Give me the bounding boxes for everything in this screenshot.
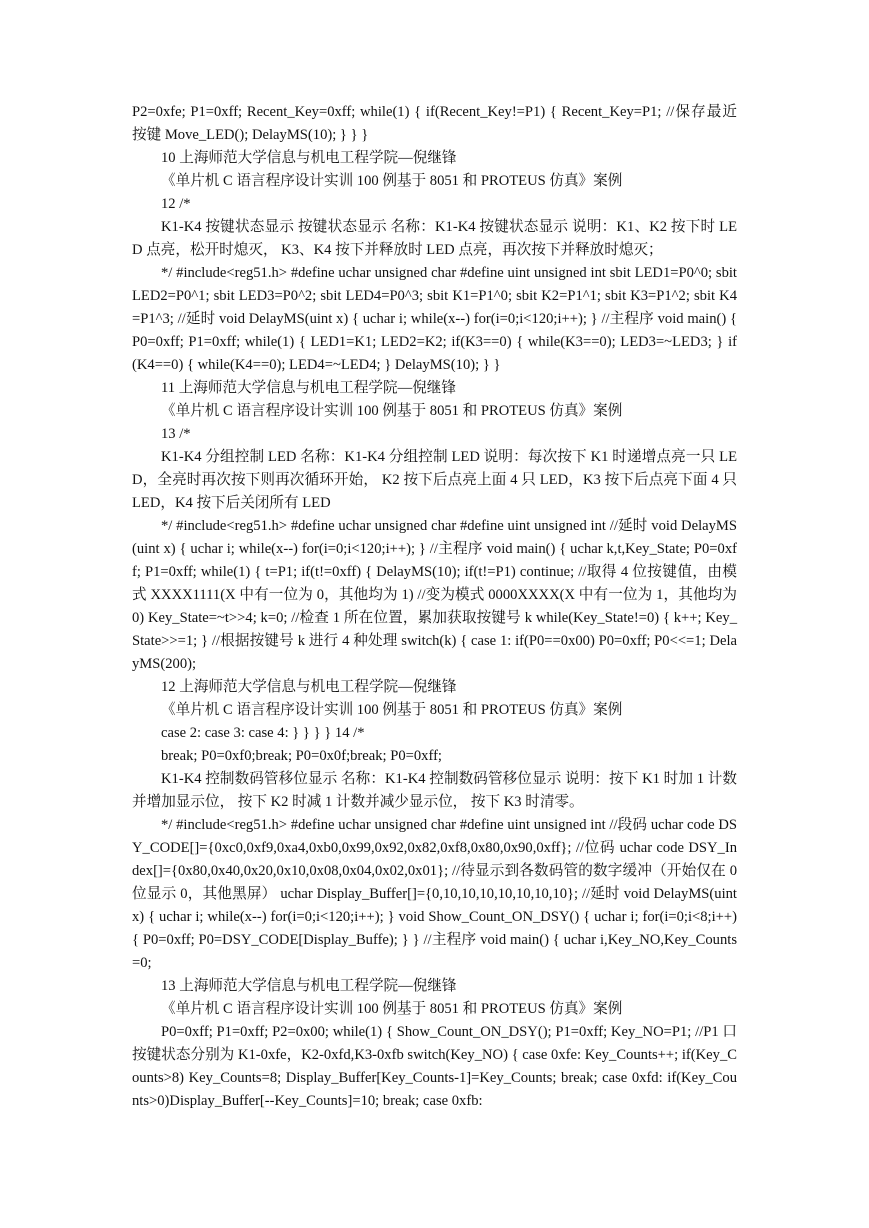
page-footer-line: 11 上海师范大学信息与机电工程学院—倪继锋 — [161, 380, 456, 396]
page-header-line: 《单片机 C 语言程序设计实训 100 例基于 8051 和 PROTEUS 仿真》案例 — [161, 403, 623, 419]
code-paragraph: */ #include<reg51.h> #define uchar unsigned char #define uint unsigned int sbit LED1=P0^0; sbit LED2=P0^1; sbit LED3=P0^2; sbit LED4=P0^3; sbit K1=P1^0; sbit K2=P1^1; sbit K3=P1^2; sbit K4=P1^3; //延时 void DelayMS(uint x) { uchar i; while(x--) for(i=0;i<120;i++); } //主程序 void main() { P0=0xff; P1=0xff; while(1) { LED1=K1; LED2=K2; if(K3==0) { while(K3==0); LED3=~LED3; } if(K4==0) { while(K4==0); LED4=~LED4; } DelayMS(10); } } — [132, 265, 737, 373]
example-number: 13 /* — [161, 426, 191, 442]
code-paragraph: */ #include<reg51.h> #define uchar unsigned char #define uint unsigned int //段码 uchar code DSY_CODE[]={0xc0,0xf9,0xa4,0xb0,0x99,0x92,0x82,0xf8,0x80,0x90,0xff}; //位码 uchar code DSY_Index[]={0x80,0x40,0x20,0x10,0x08,0x04,0x02,0x01}; //待显示到各数码管的数字缓冲（开始仅在 0 位显示 0，其他黑屏） uchar Display_Buffer[]={0,10,10,10,10,10,10,10}; //延时 void DelayMS(uint x) { uchar i; while(x--) for(i=0;i<120;i++); } void Show_Count_ON_DSY() { uchar i; for(i=0;i<8;i++) { P0=0xff; P0=DSY_CODE[Display_Buffe); } } //主程序 void main() { uchar i,Key_NO,Key_Counts=0; — [132, 817, 737, 971]
page-header-line: 《单片机 C 语言程序设计实训 100 例基于 8051 和 PROTEUS 仿真》案例 — [161, 173, 623, 189]
example-description: K1-K4 分组控制 LED 名称：K1-K4 分组控制 LED 说明：每次按下 K1 时递增点亮一只 LED，全亮时再次按下则再次循环开始， K2 按下后点亮上面 4 只 LED，K3 按下后点亮下面 4 只 LED，K4 按下后关闭所有 LED — [132, 449, 737, 511]
code-paragraph: case 2: case 3: case 4: } } } } 14 /* — [161, 725, 365, 741]
example-number: 12 /* — [161, 196, 191, 212]
page-header-line: 《单片机 C 语言程序设计实训 100 例基于 8051 和 PROTEUS 仿真》案例 — [161, 702, 623, 718]
page-footer-line: 10 上海师范大学信息与机电工程学院—倪继锋 — [161, 150, 457, 166]
code-paragraph: */ #include<reg51.h> #define uchar unsigned char #define uint unsigned int //延时 void DelayMS(uint x) { uchar i; while(x--) for(i=0;i<120;i++); } //主程序 void main() { uchar k,t,Key_State; P0=0xff; P1=0xff; while(1) { t=P1; if(t!=0xff) { DelayMS(10); if(t!=P1) continue; //取得 4 位按键值，由模式 XXXX1111(X 中有一位为 0，其他均为 1) //变为模式 0000XXXX(X 中有一位为 1，其他均为 0) Key_State=~t>>4; k=0; //检查 1 所在位置，累加获取按键号 k while(Key_State!=0) { k++; Key_State>>=1; } //根据按键号 k 进行 4 种处理 switch(k) { case 1: if(P0==0x00) P0=0xff; P0<<=1; DelayMS(200); — [132, 518, 737, 672]
page-header-line: 《单片机 C 语言程序设计实训 100 例基于 8051 和 PROTEUS 仿真》案例 — [161, 1001, 623, 1017]
page-footer-line: 13 上海师范大学信息与机电工程学院—倪继锋 — [161, 978, 457, 994]
page-footer-line: 12 上海师范大学信息与机电工程学院—倪继锋 — [161, 679, 457, 695]
code-paragraph: break; P0=0xf0;break; P0=0x0f;break; P0=0xff; — [161, 748, 442, 764]
example-description: K1-K4 按键状态显示 按键状态显示 名称：K1-K4 按键状态显示 说明：K1、K2 按下时 LED 点亮，松开时熄灭， K3、K4 按下并释放时 LED 点亮，再次按下并释放时熄灭； — [132, 219, 737, 258]
example-description: K1-K4 控制数码管移位显示 名称：K1-K4 控制数码管移位显示 说明：按下 K1 时加 1 计数并增加显示位， 按下 K2 时减 1 计数并减少显示位， 按下 K3 时清零。 — [132, 771, 737, 810]
code-paragraph: P0=0xff; P1=0xff; P2=0x00; while(1) { Show_Count_ON_DSY(); P1=0xff; Key_NO=P1; //P1 口按键状态分别为 K1-0xfe，K2-0xfd,K3-0xfb switch(Key_NO) { case 0xfe: Key_Counts++; if(Key_Counts>8) Key_Counts=8; Display_Buffer[Key_Counts-1]=Key_Counts; break; case 0xfd: if(Key_Counts>0)Display_Buffer[--Key_Counts]=10; break; case 0xfb: — [132, 1024, 737, 1109]
code-paragraph: P2=0xfe; P1=0xff; Recent_Key=0xff; while(1) { if(Recent_Key!=P1) { Recent_Key=P1; //保存最近按键 Move_LED(); DelayMS(10); } } } — [132, 104, 737, 143]
